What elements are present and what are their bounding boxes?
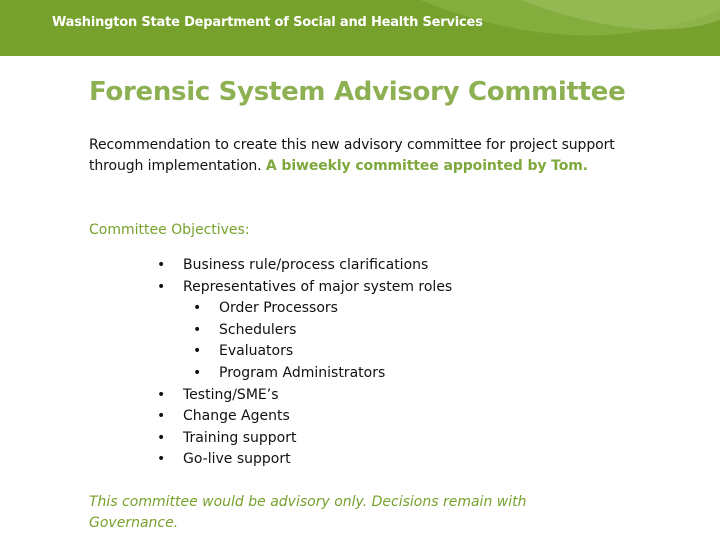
objective-item: • Change Agents	[157, 406, 452, 428]
intro-text: Recommendation to create this new advisory committee for project support through implementation.	[89, 137, 615, 174]
slide-title: Forensic System Advisory Committee	[89, 77, 626, 107]
objectives-heading: Committee Objectives:	[89, 222, 250, 238]
roles-sublist	[183, 298, 452, 384]
intro-paragraph	[89, 135, 649, 177]
organization-name: Washington State Department of Social and Health Services	[52, 15, 483, 30]
advisory-note: This committee would be advisory only. Decisions remain with Governance.	[89, 494, 527, 531]
objective-item: • Testing/SME’s	[157, 385, 452, 407]
role-item: • Schedulers	[193, 320, 452, 342]
objective-item: • Training support	[157, 428, 452, 450]
role-item: • Order Processors	[193, 298, 452, 320]
objectives-list	[157, 255, 452, 471]
objective-item-roles	[157, 277, 452, 385]
header-banner	[0, 0, 720, 56]
objective-item: • Go-live support	[157, 449, 452, 471]
role-item: • Evaluators	[193, 341, 452, 363]
objective-item: • Business rule/process clarifications	[157, 255, 452, 277]
intro-highlight: A biweekly committee appointed by Tom.	[265, 158, 588, 174]
objective-item-label: Representatives of major system roles	[183, 278, 453, 295]
role-item: • Program Administrators	[193, 363, 452, 385]
